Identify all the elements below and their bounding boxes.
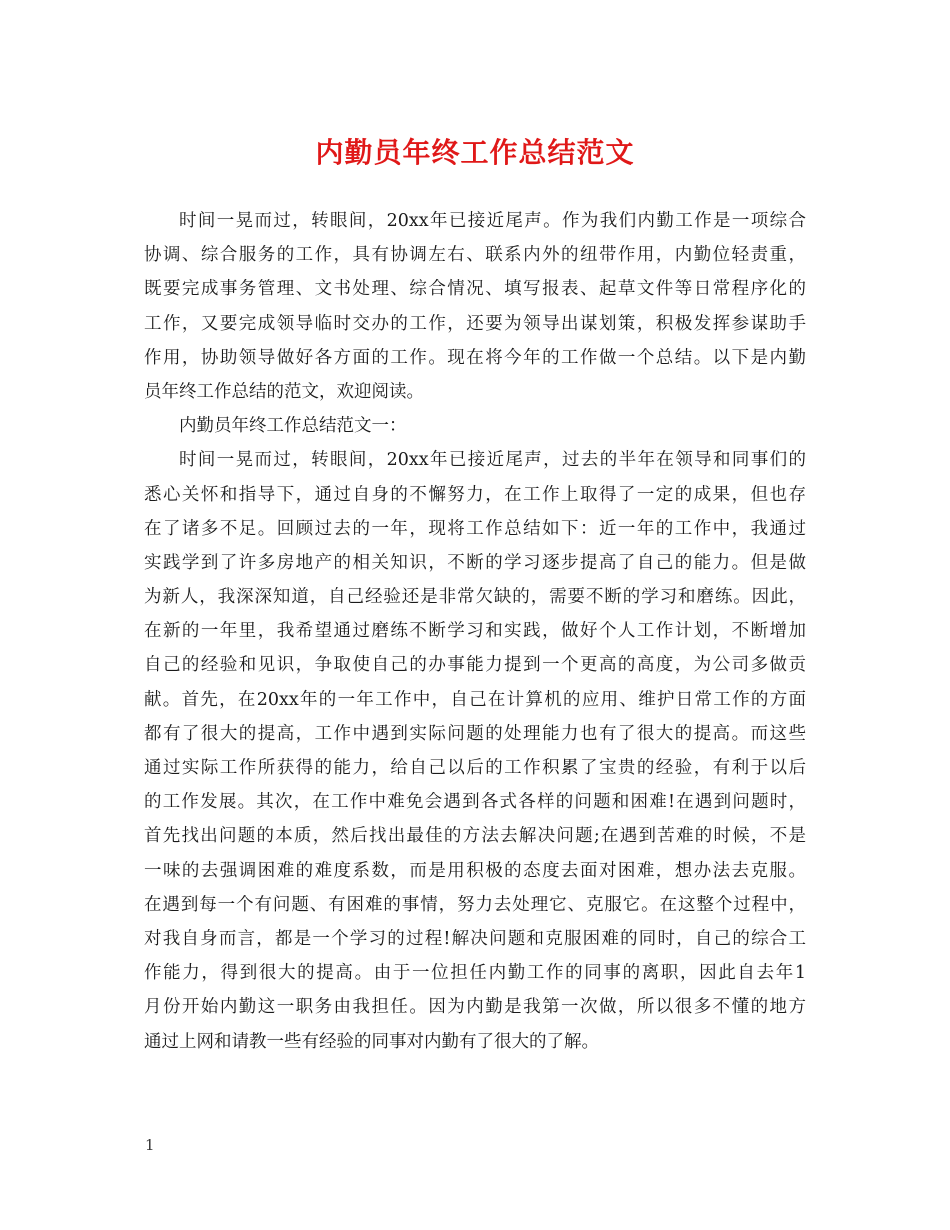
text-line: 自己的经验和见识，争取使自己的办事能力提到一个更高的高度，为公司多做贡 — [144, 655, 806, 676]
text-line: 的工作发展。其次，在工作中难免会遇到各式各样的问题和困难!在遇到问题时， — [144, 792, 806, 813]
text-line: 内勤员年终工作总结范文一： — [179, 416, 407, 437]
text-line: 为新人，我深深知道，自己经验还是非常欠缺的，需要不断的学习和磨练。因此， — [144, 587, 806, 608]
text-line: 时间一晃而过，转眼间，20xx年已接近尾声。作为我们内勤工作是一项综合 — [179, 211, 806, 231]
text-line: 在遇到每一个有问题、有困难的事情，努力去处理它、克服它。在这整个过程中， — [144, 894, 806, 915]
text-line: 工作，又要完成领导临时交办的工作，还要为领导出谋划策，积极发挥参谋助手 — [144, 313, 806, 334]
text-line: 献。首先，在20xx年的一年工作中，自己在计算机的应用、维护日常工作的方面 — [144, 689, 806, 710]
text-line: 作用，协助领导做好各方面的工作。现在将今年的工作做一个总结。以下是内勤 — [144, 347, 806, 368]
text-line: 一味的去强调困难的难度系数，而是用积极的态度去面对困难，想办法去克服。 — [144, 860, 806, 881]
text-line: 员年终工作总结的范文，欢迎阅读。 — [144, 381, 424, 402]
text-line: 作能力，得到很大的提高。由于一位担任内勤工作的同事的离职，因此自去年1 — [144, 963, 806, 984]
page-number: 1 — [145, 1136, 155, 1154]
text-line: 都有了很大的提高，工作中遇到实际问题的处理能力也有了很大的提高。而这些 — [144, 723, 806, 744]
text-line: 月份开始内勤这一职务由我担任。因为内勤是我第一次做，所以很多不懂的地方 — [144, 997, 806, 1018]
text-line: 协调、综合服务的工作，具有协调左右、联系内外的纽带作用，内勤位轻责重， — [144, 245, 806, 266]
text-line: 对我自身而言，都是一个学习的过程!解决问题和克服困难的同时，自己的综合工 — [144, 928, 806, 949]
text-line: 悉心关怀和指导下，通过自身的不懈努力，在工作上取得了一定的成果，但也存 — [144, 484, 806, 505]
text-line: 时间一晃而过，转眼间，20xx年已接近尾声，过去的半年在领导和同事们的 — [179, 450, 806, 471]
document-title: 内勤员年终工作总结范文 — [315, 136, 635, 169]
text-line: 首先找出问题的本质，然后找出最佳的方法去解决问题;在遇到苦难的时候，不是 — [144, 826, 806, 847]
text-line: 通过实际工作所获得的能力，给自己以后的工作积累了宝贵的经验，有利于以后 — [144, 758, 806, 778]
text-line: 既要完成事务管理、文书处理、综合情况、填写报表、起草文件等日常程序化的 — [144, 279, 806, 300]
text-line: 实践学到了许多房地产的相关知识，不断的学习逐步提高了自己的能力。但是做 — [144, 552, 806, 573]
text-line: 在新的一年里，我希望通过磨练不断学习和实践，做好个人工作计划，不断增加 — [144, 621, 806, 642]
document-body — [144, 204, 806, 1059]
text-line: 通过上网和请教一些有经验的同事对内勤有了很大的了解。 — [144, 1031, 599, 1052]
text-line: 在了诸多不足。回顾过去的一年，现将工作总结如下：近一年的工作中，我通过 — [144, 518, 806, 539]
